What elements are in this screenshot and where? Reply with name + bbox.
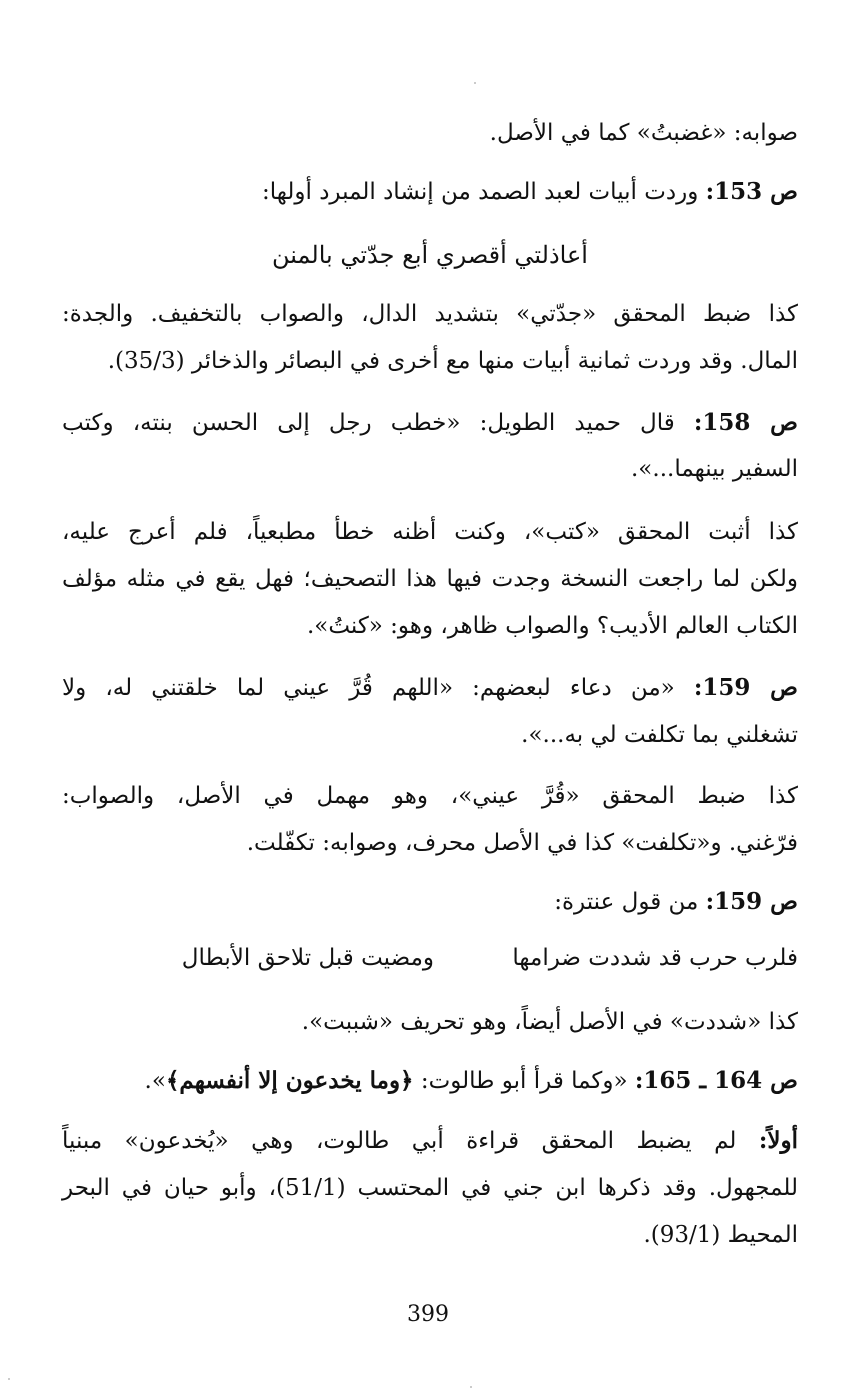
text-line: كذا ضبط المحقق «قُرَّ عيني»، وهو مهمل في الأصل، والصواب: — [62, 783, 798, 809]
text-line: أولاً: لم يضبط المحقق قراءة أبي طالوت، وهي «يُخدعون» مبنياً — [62, 1127, 798, 1154]
page-ref-label: ص 164 ـ 165: — [634, 1067, 798, 1094]
verse-second-hemistich: ومضيت قبل تلاحق الأبطال — [181, 945, 434, 971]
scan-speck — [470, 1386, 472, 1388]
entry-heading: ص 159: «من دعاء لبعضهم: «اللهم قُرَّ عيني لما خلقتني له، ولا — [62, 674, 798, 701]
text-line: الكتاب العالم الأديب؟ والصواب ظاهر، وهو: «كنتُ». — [306, 613, 798, 639]
verse-couplet — [62, 941, 798, 975]
verse-first-hemistich: فلرب حرب قد شددت ضرامها — [512, 945, 798, 971]
text-line: كذا ضبط المحقق «جدّتي» بتشديد الدال، والصواب بالتخفيف. والجدة: — [62, 301, 798, 327]
text-line: للمجهول. وقد ذكرها ابن جني في المحتسب (51/1)، وأبو حيان في البحر — [62, 1175, 798, 1201]
page-body — [62, 0, 798, 1393]
page-ref-label: ص 153: — [705, 178, 798, 205]
quran-quote: ﴿وما يخدعون إلا أنفسهم﴾ — [165, 1067, 414, 1094]
text-line: المحيط (93/1). — [643, 1222, 798, 1248]
page-ref-label: ص 158: — [693, 409, 798, 436]
text-line: ولكن لما راجعت النسخة وجدت فيها هذا التصحيف؛ فهل يقع في مثله مؤلف — [62, 566, 798, 592]
text-line: السفير بينهما...». — [631, 456, 798, 482]
page-ref-label: ص 159: — [705, 888, 798, 915]
entry-heading: ص 159: من قول عنترة: — [554, 888, 798, 915]
text-line: كذا أثبت المحقق «كتب»، وكنت أظنه خطأ مطبعياً، فلم أعرج عليه، — [62, 519, 798, 545]
page-ref-label: ص 159: — [693, 674, 798, 701]
scan-speck — [474, 82, 476, 84]
scan-speck — [8, 1378, 10, 1380]
entry-heading: ص 164 ـ 165: «وكما قرأ أبو طالوت: ﴿وما يخدعون إلا أنفسهم﴾». — [144, 1067, 798, 1094]
verse-line: أعاذلتي أقصري أبع جدّتي بالمنن — [272, 241, 588, 269]
text-line: كذا «شددت» في الأصل أيضاً، وهو تحريف «شببت». — [301, 1009, 798, 1035]
entry-heading: ص 153: وردت أبيات لعبد الصمد من إنشاد المبرد أولها: — [262, 178, 798, 205]
text-line: المال. وقد وردت ثمانية أبيات منها مع أخرى في البصائر والذخائر (35/3). — [107, 348, 798, 374]
point-label: أولاً: — [758, 1127, 798, 1154]
entry-heading: ص 158: قال حميد الطويل: «خطب رجل إلى الحسن بنته، وكتب — [62, 409, 798, 436]
page-number: 399 — [407, 1302, 449, 1327]
text-line: تشغلني بما تكلفت لي به...». — [521, 722, 798, 748]
text-line: فرّغني. و«تكلفت» كذا في الأصل محرف، وصوابه: تكفّلت. — [246, 830, 798, 856]
text-line: صوابه: «غضبتُ» كما في الأصل. — [489, 120, 798, 146]
